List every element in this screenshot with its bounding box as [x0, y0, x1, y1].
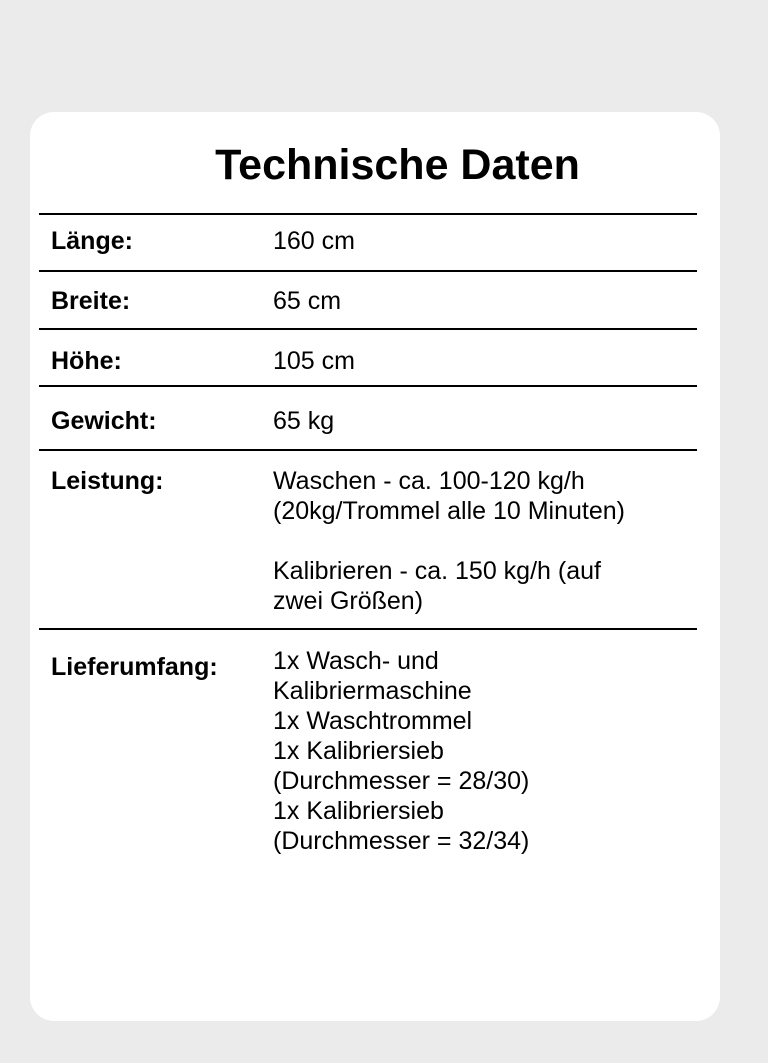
spec-label-breite: Breite:: [51, 287, 131, 315]
spec-value-laenge: 160 cm: [273, 227, 355, 255]
table-divider: [39, 270, 697, 272]
spec-value-lieferumfang: [273, 646, 693, 856]
spec-label-laenge: Länge:: [51, 227, 133, 255]
spec-label-gewicht: Gewicht:: [51, 407, 157, 435]
table-divider: [39, 449, 697, 451]
spec-value-line: (20kg/Trommel alle 10 Minuten): [273, 497, 625, 525]
spec-label-leistung: Leistung:: [51, 467, 164, 495]
spec-label-lieferumfang: Lieferumfang:: [51, 653, 218, 681]
spec-value-line: (Durchmesser = 28/30): [273, 767, 530, 795]
table-divider: [39, 628, 697, 630]
table-divider: [39, 213, 697, 215]
spec-value-line: (Durchmesser = 32/34): [273, 827, 530, 855]
spec-value-line: 1x Waschtrommel: [273, 707, 473, 735]
spec-value-hoehe: 105 cm: [273, 347, 355, 375]
table-divider: [39, 328, 697, 330]
spec-value-breite: 65 cm: [273, 287, 342, 315]
spec-value-line: zwei Größen): [273, 587, 424, 615]
spec-value-line: Waschen - ca. 100-120 kg/h: [273, 467, 585, 495]
spec-value-line: Kalibrieren - ca. 150 kg/h (auf: [273, 557, 601, 585]
spec-value-line: 1x Kalibriersieb: [273, 797, 444, 825]
table-divider: [39, 385, 697, 387]
spec-label-hoehe: Höhe:: [51, 347, 122, 375]
spec-value-line: Kalibriermaschine: [273, 677, 472, 705]
spec-value-leistung: [273, 466, 693, 616]
page-title: Technische Daten: [215, 141, 580, 189]
spec-value-line: 1x Wasch- und: [273, 647, 439, 675]
spec-value-gewicht: 65 kg: [273, 407, 335, 435]
spec-value-line: 1x Kalibriersieb: [273, 737, 444, 765]
